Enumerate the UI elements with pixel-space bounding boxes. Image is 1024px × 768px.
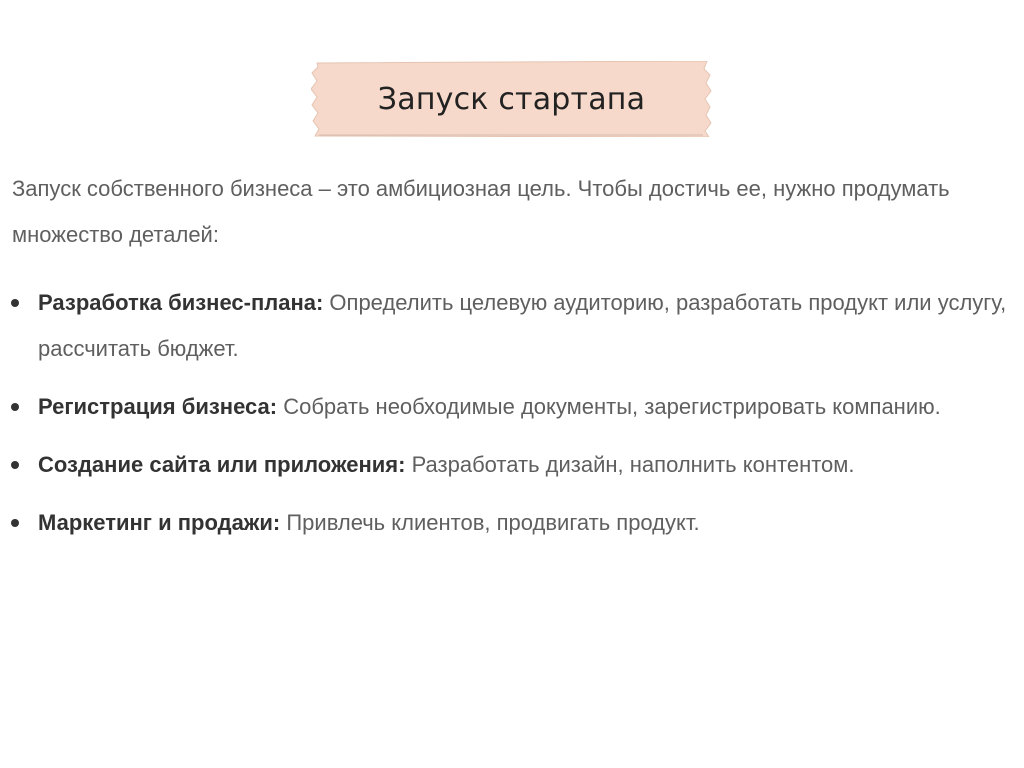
title-banner bbox=[311, 61, 712, 137]
bullet-icon bbox=[11, 519, 19, 527]
bullet-icon bbox=[11, 461, 19, 469]
bullet-icon bbox=[11, 299, 19, 307]
item-text: Привлечь клиентов, продвигать продукт. bbox=[280, 510, 700, 535]
bullet-icon bbox=[11, 403, 19, 411]
list-item bbox=[0, 500, 1020, 546]
item-term: Маркетинг и продажи: bbox=[38, 510, 281, 535]
item-text: Собрать необходимые документы, зарегистрировать компанию. bbox=[277, 394, 941, 419]
steps-list bbox=[0, 280, 1020, 546]
page-title: Запуск стартапа bbox=[377, 82, 646, 117]
list-item bbox=[0, 384, 1020, 430]
list-item bbox=[0, 280, 1020, 372]
item-text: Разработать дизайн, наполнить контентом. bbox=[405, 452, 855, 477]
item-term: Создание сайта или приложения: bbox=[38, 452, 406, 477]
item-text: Определить целевую аудиторию, разработать продукт или услугу, рассчитать бюджет. bbox=[38, 290, 1007, 361]
list-item bbox=[0, 442, 1020, 488]
item-term: Регистрация бизнеса: bbox=[38, 394, 278, 419]
intro-paragraph: Запуск собственного бизнеса – это амбициозная цель. Чтобы достичь ее, нужно продумать множество деталей: bbox=[12, 176, 950, 247]
item-term: Разработка бизнес-плана: bbox=[38, 290, 324, 315]
